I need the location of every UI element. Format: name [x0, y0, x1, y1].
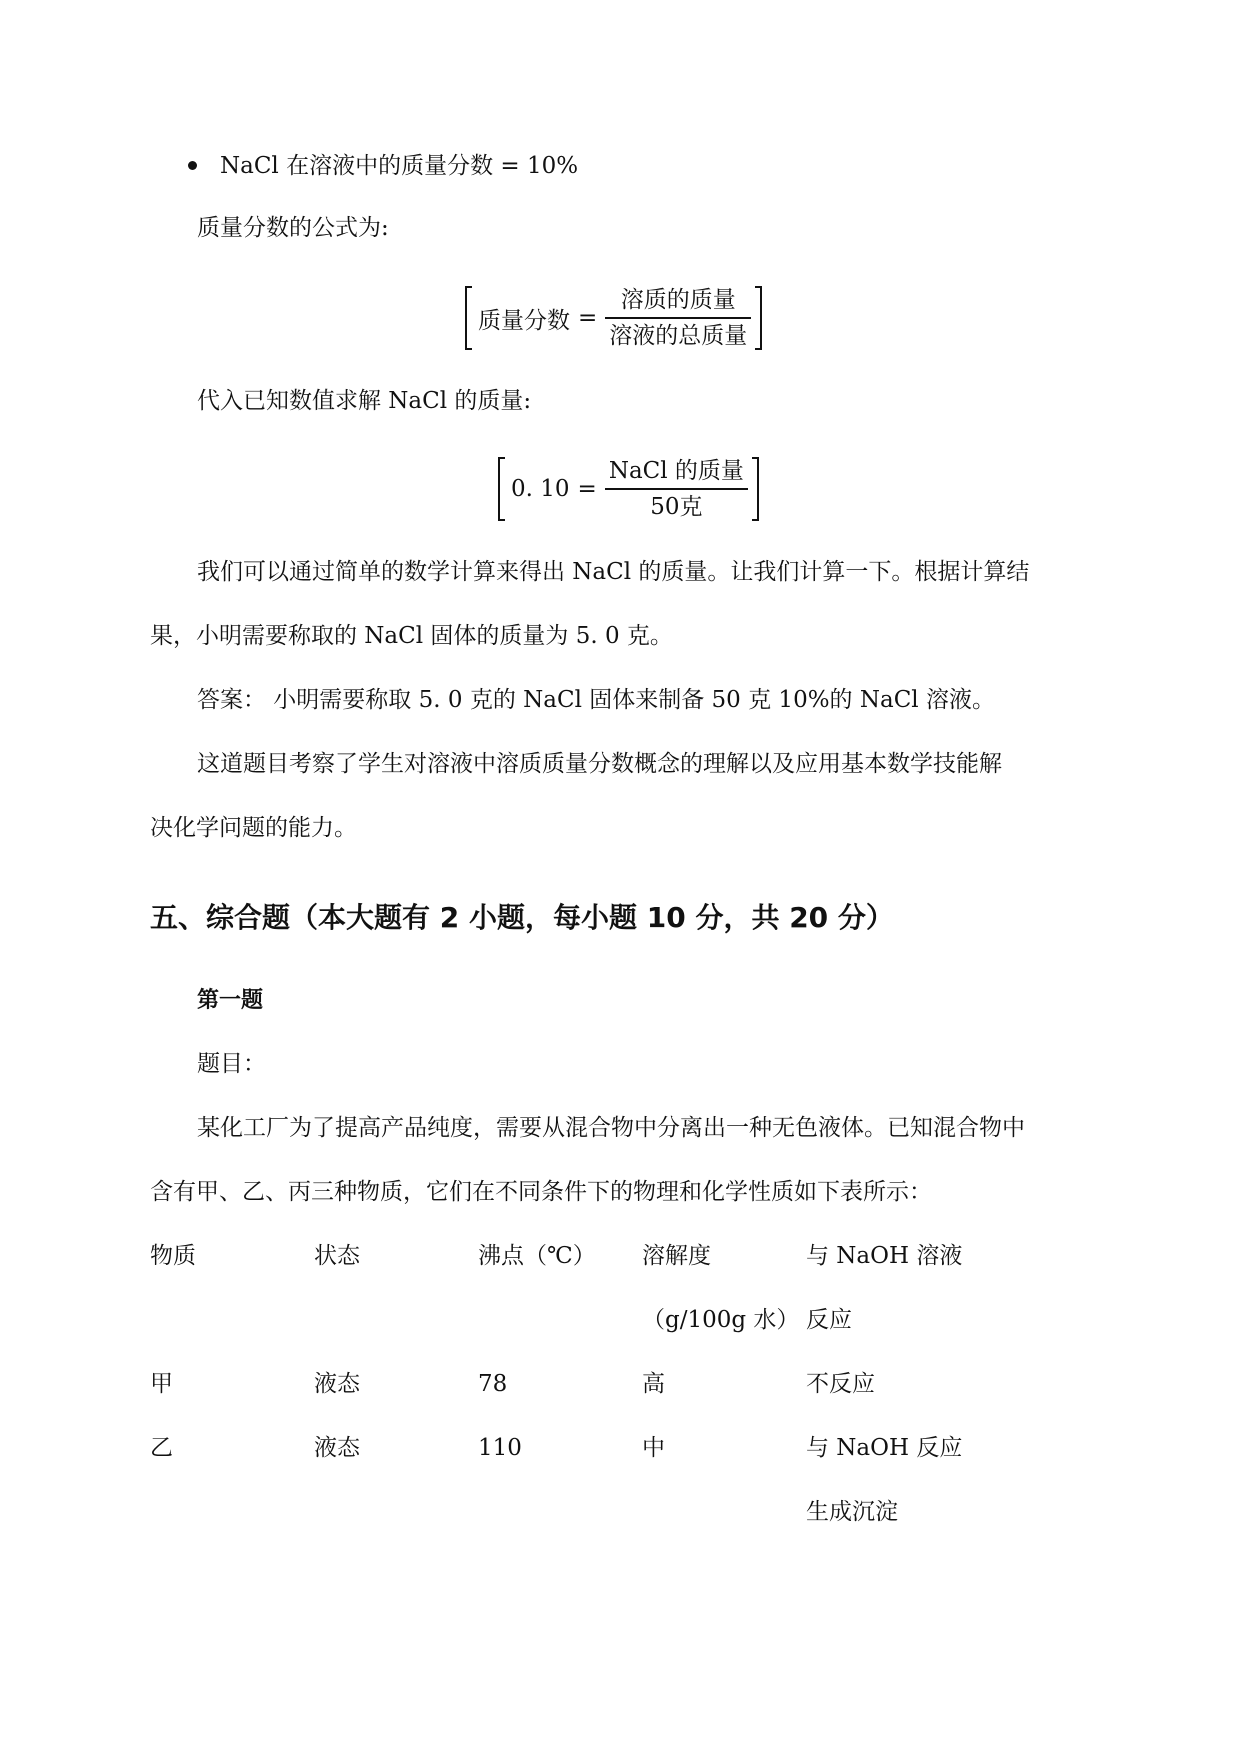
left-bracket	[498, 457, 505, 521]
table-cell: 110	[478, 1435, 522, 1461]
table-header-solubility-unit: （g/100g 水）	[642, 1307, 800, 1333]
table-header-state: 状态	[314, 1243, 360, 1269]
formula-mass-fraction	[465, 286, 762, 350]
calc-paragraph-line-1: 我们可以通过简单的数学计算来得出 NaCl 的质量。让我们计算一下。根据计算结	[197, 559, 1030, 585]
fraction	[605, 286, 755, 350]
formula-lhs: 质量分数	[478, 307, 570, 334]
table-cell: 不反应	[806, 1371, 875, 1397]
table-cell: 液态	[314, 1371, 360, 1397]
table-cell-continued: 生成沉淀	[806, 1499, 898, 1525]
right-bracket	[755, 286, 762, 350]
table-header-naoh-reaction-cont: 反应	[806, 1307, 852, 1333]
fraction-denominator: 50克	[605, 488, 748, 521]
table-cell: 中	[642, 1435, 665, 1461]
analysis-line-1: 这道题目考察了学生对溶液中溶质质量分数概念的理解以及应用基本数学技能解	[197, 751, 1002, 777]
table-cell: 甲	[150, 1371, 173, 1397]
bullet-icon	[188, 161, 197, 170]
fraction	[605, 457, 752, 521]
fraction-numerator: NaCl 的质量	[608, 458, 744, 484]
question-title: 第一题	[197, 988, 264, 1013]
question-line-1: 某化工厂为了提高产品纯度，需要从混合物中分离出一种无色液体。已知混合物中	[197, 1115, 1025, 1141]
left-bracket	[465, 286, 472, 350]
table-cell: 与 NaOH 反应	[806, 1435, 963, 1461]
table-header-solubility: 溶解度	[642, 1243, 711, 1269]
formula-intro: 质量分数的公式为:	[197, 215, 389, 241]
substitute-intro: 代入已知数值求解 NaCl 的质量:	[197, 388, 532, 414]
table-header-naoh-reaction: 与 NaOH 溶液	[806, 1243, 963, 1269]
right-bracket	[752, 457, 759, 521]
bullet-item: NaCl 在溶液中的质量分数 = 10%	[220, 153, 579, 179]
table-cell: 78	[478, 1371, 508, 1397]
analysis-line-2: 决化学问题的能力。	[150, 815, 357, 841]
question-label: 题目：	[197, 1051, 266, 1077]
section-heading: 五、综合题（本大题有 2 小题，每小题 10 分，共 20 分）	[150, 901, 894, 934]
table-cell: 液态	[314, 1435, 360, 1461]
table-cell: 高	[642, 1371, 665, 1397]
equals-sign: =	[577, 476, 597, 502]
table-header-substance: 物质	[150, 1243, 196, 1269]
calc-paragraph-line-2: 果，小明需要称取的 NaCl 固体的质量为 5. 0 克。	[150, 623, 673, 649]
table-header-boiling-point: 沸点（℃）	[478, 1243, 596, 1269]
formula-substituted	[498, 457, 759, 521]
equals-sign: =	[578, 305, 598, 331]
answer-line: 答案： 小明需要称取 5. 0 克的 NaCl 固体来制备 50 克 10%的 NaCl 溶液。	[197, 687, 995, 713]
fraction-denominator: 溶液的总质量	[605, 317, 751, 350]
table-cell: 乙	[150, 1435, 173, 1461]
fraction-numerator: 溶质的质量	[620, 287, 736, 313]
question-line-2: 含有甲、乙、丙三种物质，它们在不同条件下的物理和化学性质如下表所示：	[150, 1179, 932, 1205]
formula-lhs: 0. 10	[511, 476, 570, 502]
